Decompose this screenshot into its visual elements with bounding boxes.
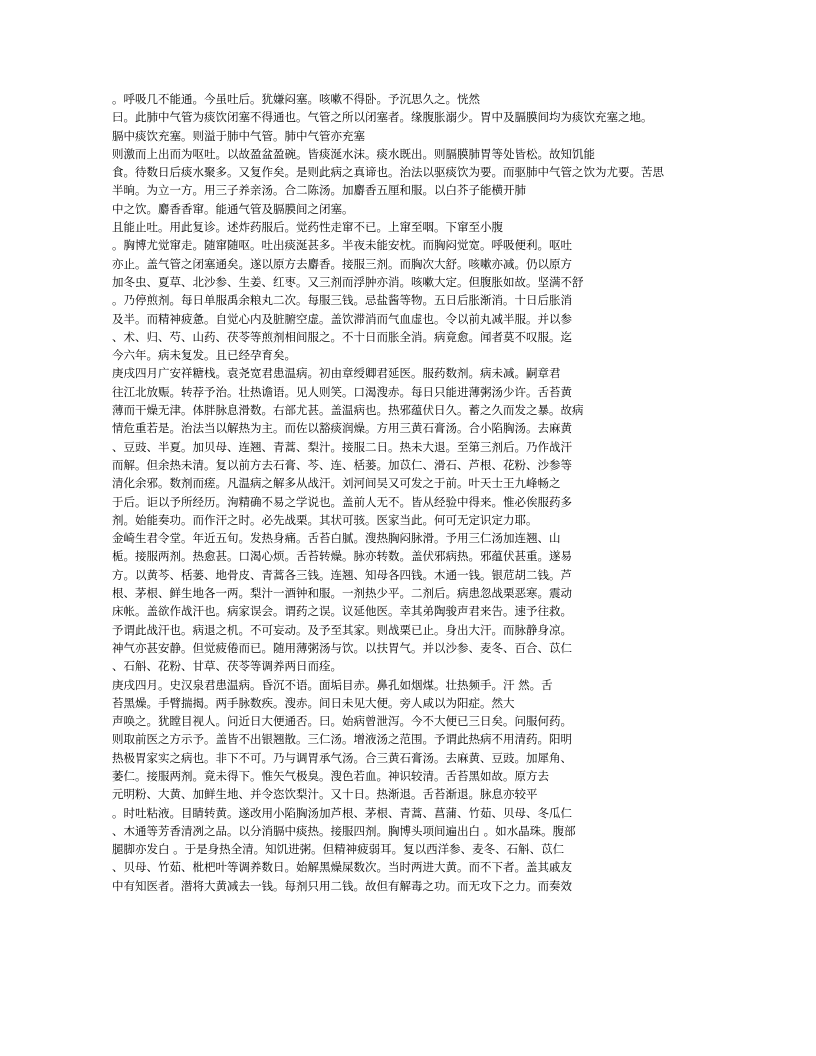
paragraph: 加冬虫、夏草、北沙参、生姜、红枣。又三剂而浮肿亦消。咳嗽大定。但腹胀如故。坚满不舒 (112, 274, 584, 289)
paragraph: 。乃停煎剂。每日单服禹余粮丸二次。每服三钱。忌盐酱等物。五日后胀渐消。十日后胀消 (112, 293, 572, 308)
paragraph: 。呼吸几不能通。今虽吐后。犹嫌闷塞。咳嗽不得卧。予沉思久之。恍然 (112, 92, 480, 106)
paragraph: 薄而干燥无津。体胖脉息滑数。右部尤甚。盖温病也。热邪蕴伏日久。蓄之久而发之暴。故病 (112, 403, 584, 418)
paragraph: 今六年。病未复发。且已经孕育矣。 (112, 348, 296, 363)
paragraph: 半晌。为立一方。用三子养亲汤。合二陈汤。加麝香五厘和服。以白芥子能横开肺 (112, 183, 526, 198)
paragraph: 元明粉、大黄、加鲜生地、并令恣饮梨汁。又十日。热渐退。舌苔渐退。脉息亦较平 (112, 787, 538, 802)
paragraph: 萎仁。接服两剂。竟未得下。惟矢气极臭。溲色若血。神识较清。舌苔黑如故。原方去 (112, 768, 549, 783)
paragraph: 亦止。盖气管之闭塞通矣。遂以原方去麝香。接服三剂。而胸次大舒。咳嗽亦减。仍以原方 (112, 256, 572, 271)
paragraph: 床帐。盖欲作战汗也。病家误会。谓药之误。议延他医。幸其弟陶骏声君来告。速予往救。 (112, 604, 572, 619)
paragraph: 予谓此战汗也。病退之机。不可妄动。及予至其家。则战栗已止。身出大汗。而脉静身凉。 (112, 622, 572, 637)
paragraph: 则取前医之方示予。盖皆不出银翘散。三仁汤。增液汤之范围。予谓此热病不用清药。阳明 (112, 732, 572, 747)
paragraph: 金崎生君令堂。年近五旬。发热身痛。舌苔白腻。溲热胸闷脉滑。予用三仁汤加连翘、山 (112, 531, 561, 546)
paragraph: 。时吐粘液。目睛转黄。遂改用小陷胸汤加芦根、茅根、青蒿、菖蒲、竹茹、贝母、冬瓜仁 (112, 805, 572, 820)
paragraph: 曰。此肺中气管为痰饮闭塞不得通也。气管之所以闭塞者。缘腹胀溺少。胃中及膈膜间均为痰饮充塞之地。 (112, 110, 653, 125)
paragraph: 、贝母、竹茹、枇杷叶等调养数日。始解黑燥屎数次。当时两进大黄。而不下者。盖其戚友 (112, 860, 572, 875)
paragraph: 膈中痰饮充塞。则溢于肺中气管。肺中气管亦充塞 (112, 128, 365, 143)
paragraph: 、术、归、芍、山药、茯苓等煎剂相间服之。不十日而胀全消。病竟愈。闻者莫不叹服。迄 (112, 329, 572, 344)
paragraph: 腿脚亦发白 。于是身热全清。知饥进粥。但精神疲弱耳。复以西洋参、麦冬、石斛、苡仁 (112, 842, 565, 857)
paragraph: 往江北放赈。转荐予治。壮热谵语。见人则笑。口渴溲赤。每日只能进薄粥汤少许。舌苔黄 (112, 384, 572, 399)
paragraph: 神气亦甚安静。但觉疲倦而已。随用薄粥汤与饮。以扶胃气。并以沙参、麦冬、百合、苡仁 (112, 640, 572, 655)
paragraph: 栀。接服两剂。热愈甚。口渴心烦。舌苔转燥。脉亦转数。盖伏邪病热。邪蕴伏甚重。遂易 (112, 549, 572, 564)
paragraph: 、木通等芳香清冽之品。以分消膈中痰热。接服四剂。胸博头项间遍出白 。如水晶珠。腹部 (112, 823, 576, 838)
paragraph: 情危重若是。治法当以解热为主。而佐以豁痰润燥。方用三黄石膏汤。合小陷胸汤。去麻黄 (112, 421, 572, 436)
paragraph: 中有知医者。潜将大黄减去一钱。每剂只用二钱。故但有解毒之功。而无攻下之力。而奏效 (112, 878, 572, 893)
paragraph: 庚戌四月。史汉泉君患温病。昏沉不语。面垢目赤。鼻孔如烟煤。壮热频手。汗 然。舌 (112, 677, 553, 692)
paragraph: 而解。但余热未清。复以前方去石膏、芩、连、栝蒌。加苡仁、滑石、芦根、花粉、沙参等 (112, 457, 572, 472)
paragraph: 方。以黄芩、栝蒌、地骨皮、青蒿各三钱。连翘、知母各四钱。木通一钱。银苊胡二钱。芦 (112, 567, 572, 582)
paragraph: 根、茅根、鲜生地各一两。梨汁一酒钟和服。一剂热少平。二剂后。病患忽战栗恶寒。震动 (112, 586, 572, 601)
paragraph: 剂。始能奏功。而作汗之时。必先战栗。其状可骇。医家当此。何可无定识定力耶。 (112, 512, 538, 527)
paragraph: 食。待数日后痰水聚多。又复作矣。是则此病之真谛也。治法以驱痰饮为要。而驱肺中气管之饮为尤要。苦思 (112, 165, 664, 180)
paragraph: 庚戌四月广安祥糖栈。袁尧宽君患温病。初由章绶卿君延医。服药数剂。病未减。嗣章君 (112, 366, 561, 381)
paragraph: 。胸博尤觉窜走。随窜随呕。吐出痰涎甚多。半夜未能安枕。而胸闷觉宽。呼吸便利。呕吐 (112, 238, 572, 253)
paragraph: 且能止吐。用此复诊。述炸药服后。觉药性走窜不已。上窜至咽。下窜至小腹 (112, 220, 503, 235)
paragraph: 于后。讵以予所经历。洵精确不易之学说也。盖前人无不。皆从经验中得来。惟必俟服药多 (112, 494, 572, 509)
paragraph: 、石斛、花粉、甘草、茯苓等调养两日而痊。 (112, 659, 342, 674)
paragraph: 热极胃家实之病也。非下不可。乃与调胃承气汤。合三黄石膏汤。去麻黄、豆豉。加犀角、 (112, 750, 572, 765)
paragraph: 中之饮。麝香香窜。能通气管及膈膜间之闭塞。 (112, 201, 354, 216)
paragraph: 声唤之。犹瞠目视人。问近日大便通否。曰。始病曾泄泻。今不大便已三日矣。问服何药。 (112, 714, 572, 729)
paragraph: 苔黑燥。手臂揣揭。两手脉数疾。溲赤。间日未见大便。旁人咸以为阳症。然大 (112, 695, 515, 710)
paragraph: 清化余邪。数剂而瘥。凡温病之解多从战汗。刘河间吴又可发之于前。叶天士王九峰畅之 (112, 476, 561, 491)
paragraph: 则激而上出而为呕吐。以故盈盆盈碗。皆痰涎水沫。痰水既出。则膈膜肺胃等处皆松。故知饥能 (112, 146, 595, 161)
document-body (112, 90, 704, 895)
paragraph: 、豆豉、半夏。加贝母、连翘、青蒿、梨汁。接服二日。热未大退。至第三剂后。乃作战汗 (112, 439, 572, 454)
paragraph: 及半。而精神疲惫。自觉心内及脏腑空虚。盖饮滞消而气血虚也。令以前丸减半服。并以参 (112, 311, 572, 326)
